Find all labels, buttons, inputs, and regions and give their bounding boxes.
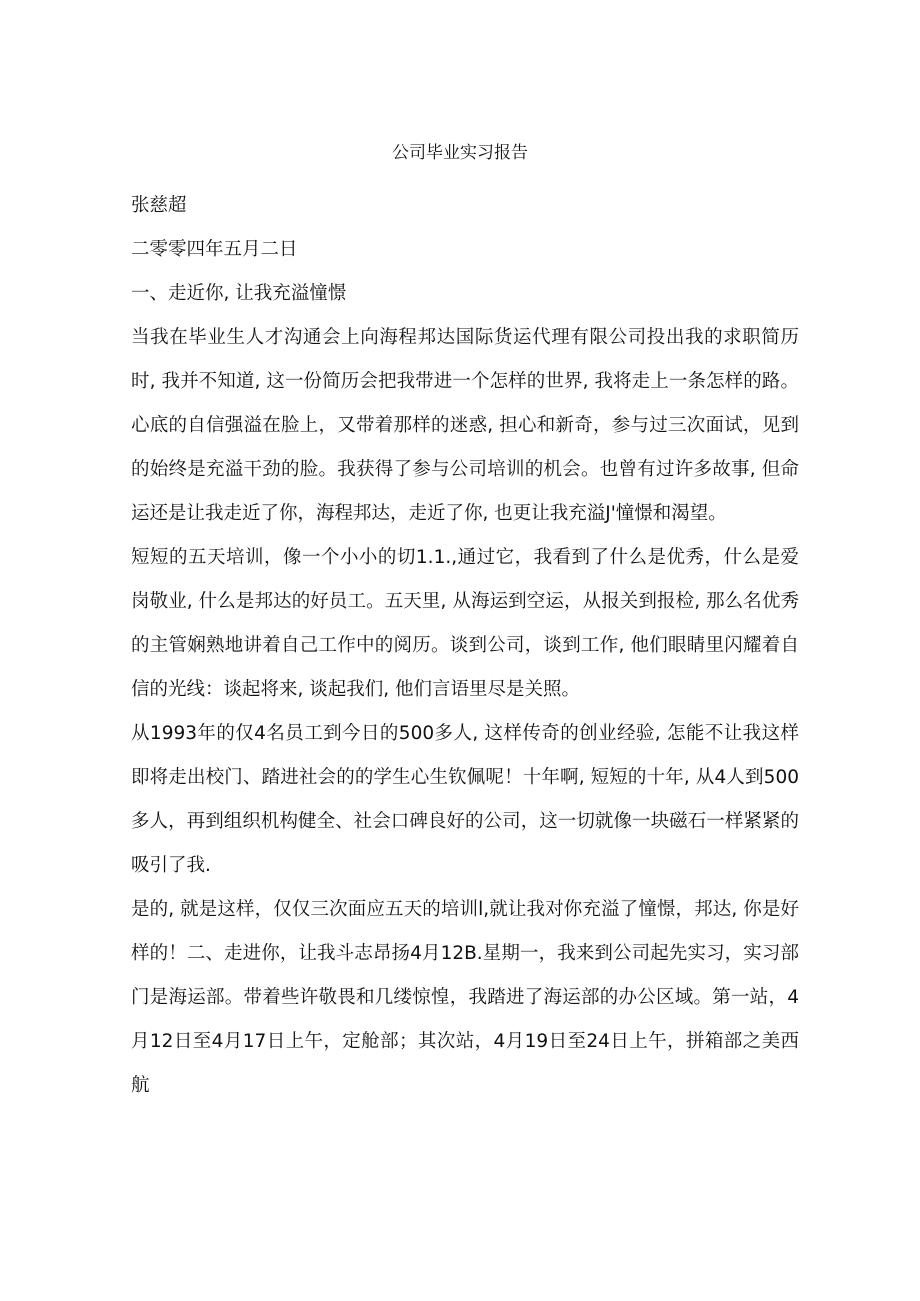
- document-title: 公司毕业实习报告: [392, 143, 528, 163]
- paragraph-1: 当我在毕业生人才沟通会上向海程邦达国际货运代理有限公司投出我的求职简历时, 我并不知道, 这一份简历会把我带进一个怎样的世界, 我将走上一条怎样的路。心底的自信强溢在脸上，又带着那样的迷惑, 担心和新奇，参与过三次面试，见到的始终是充溢干劲的脸。我获得了参与公司培训的机会。也曾有过许多故事, 但命运还是让我走近了你，海程邦达，走近了你, 也更让我充溢J'憧憬和渴望。: [131, 327, 799, 524]
- paragraph-2: 短短的五天培训，像一个小小的切1.1.,通过它，我看到了什么是优秀，什么是爱岗敬业, 什么是邦达的好员工。五天里, 从海运到空运，从报关到报检, 那么名优秀的主管娴熟地讲着自己工作中的阅历。谈到公司，谈到工作, 他们眼睛里闪耀着自信的光线：谈起将来, 谈起我们, 他们言语里尽是关照。: [131, 547, 799, 700]
- document-body: [131, 184, 799, 1108]
- paragraph-3: 从1993年的仅4名员工到今日的500多人, 这样传奇的创业经验, 怎能不让我这样即将走出校门、踏进社会的的学生心生钦佩呢！十年啊, 短短的十年, 从4人到500多人，再到组织机构健全、社会口碑良好的公司，这一切就像一块磁石一样紧紧的吸引了我.: [131, 723, 799, 876]
- section-heading-1: 一、走近你, 让我充溢憧憬: [131, 283, 347, 304]
- date-line: 二零零四年五月二日: [131, 239, 298, 260]
- paragraph-4: 是的, 就是这样，仅仅三次面应五天的培训l,就让我对你充溢了憧憬，邦达, 你是好样的！二、走进你，让我斗志昂扬4月12B.星期一，我来到公司起先实习，实习部门是海运部。带着些许敬畏和几缕惊惶，我踏进了海运部的办公区域。第一站，4月12日至4月17日上午，定舱部；其次站，4月19日至24日上午，拼箱部之美西航: [131, 899, 799, 1096]
- author-line: 张慈超: [131, 195, 187, 216]
